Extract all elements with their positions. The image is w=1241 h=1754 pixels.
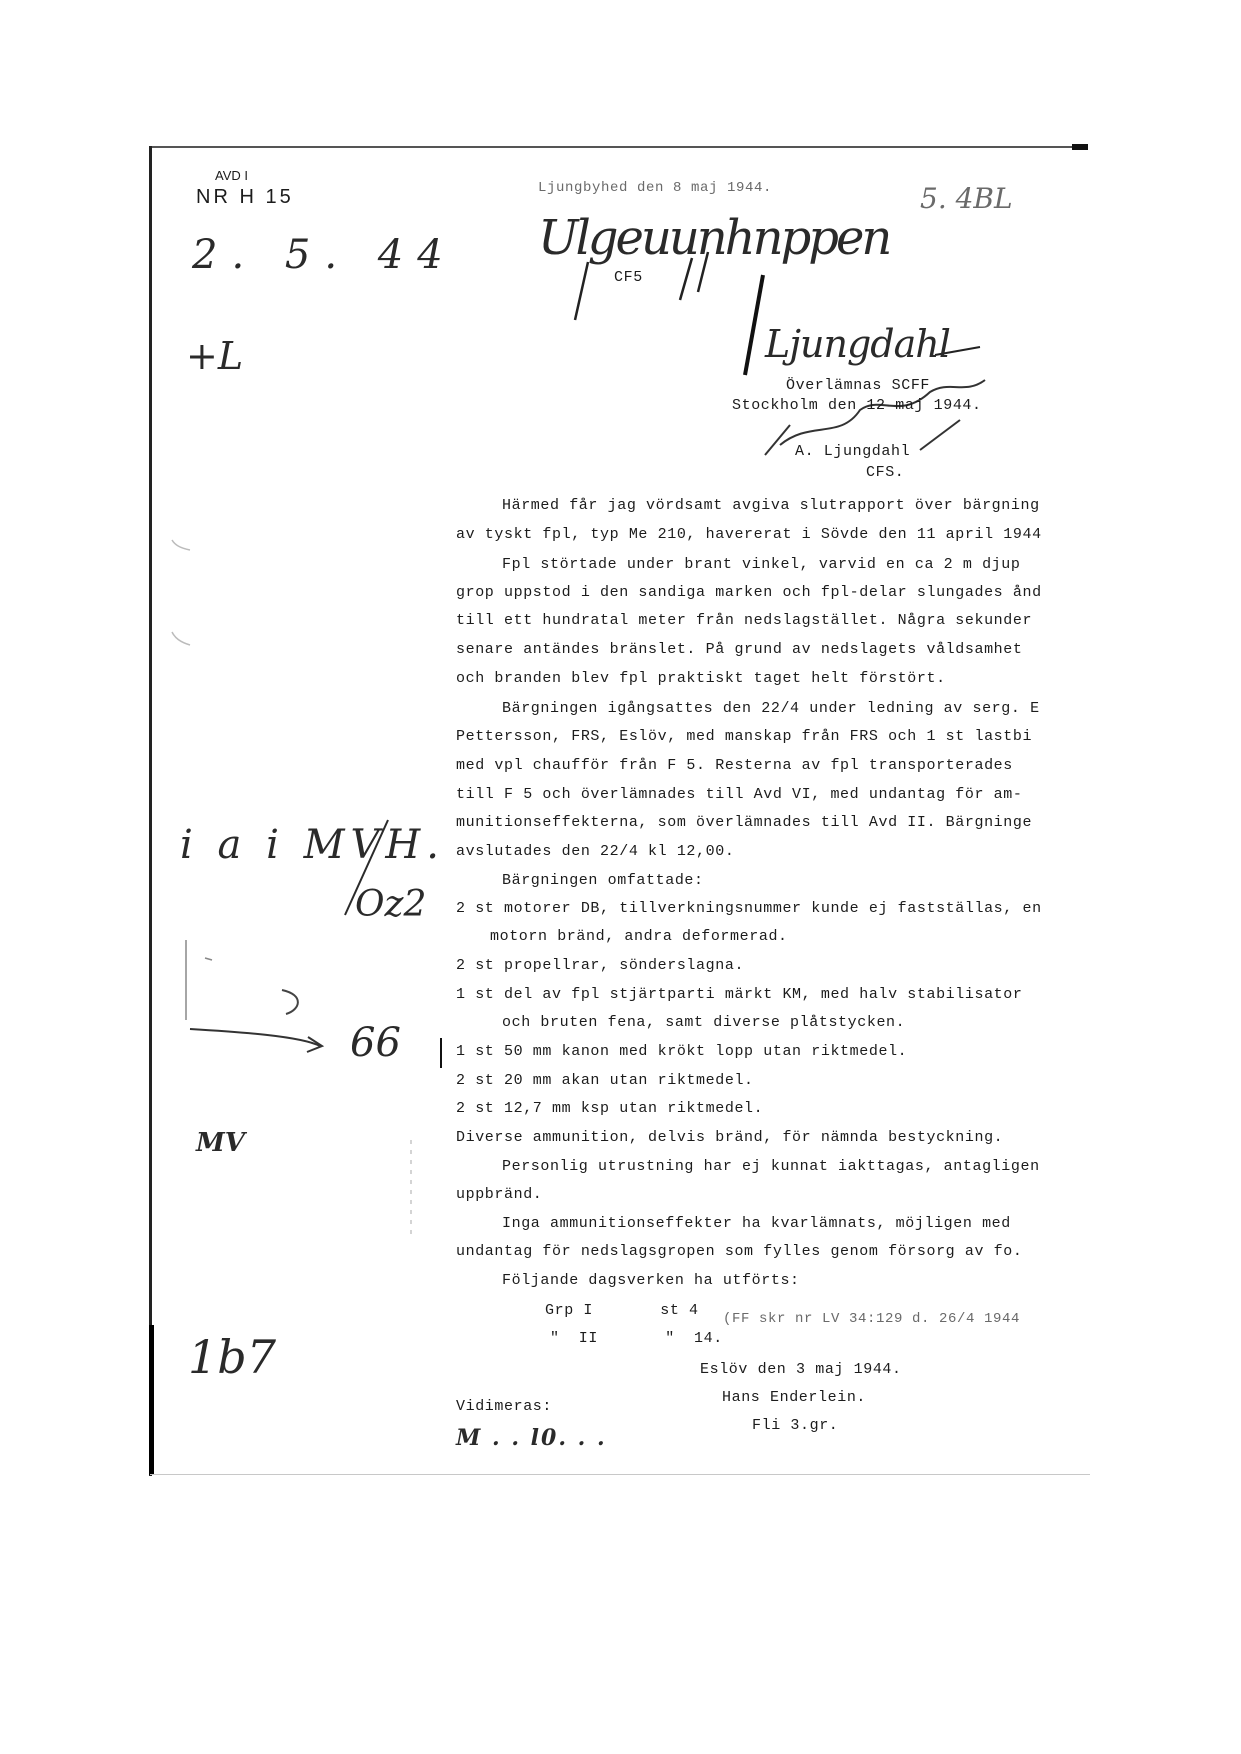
body-line: 1 st 50 mm kanon med krökt lopp utan riktmedel.	[456, 1043, 908, 1060]
workdays-row-1: Grp I st 4	[545, 1302, 699, 1319]
closing-rank: Fli 3.gr.	[752, 1417, 839, 1434]
body-line: 2 st 20 mm akan utan riktmedel.	[456, 1072, 754, 1089]
body-line: till F 5 och överlämnades till Avd VI, med undantag för am-	[456, 786, 1023, 803]
margin-mvh-note: i a i MVH.	[180, 822, 446, 868]
body-line: och branden blev fpl praktiskt taget helt förstört.	[456, 670, 946, 687]
body-line: Följande dagsverken ha utförts:	[502, 1272, 800, 1289]
body-line: Härmed får jag vördsamt avgiva slutrapport över bärgning	[502, 497, 1040, 514]
margin-avd: AVD I	[215, 168, 248, 183]
body-line: Pettersson, FRS, Eslöv, med manskap från FRS och 1 st lastbi	[456, 728, 1033, 745]
body-line: 1 st del av fpl stjärtparti märkt KM, med halv stabilisator	[456, 986, 1023, 1003]
header-signature-scrawl: Ulgeuunhnppen	[538, 210, 890, 266]
body-line: undantag för nedslagsgropen som fylles genom försorg av fo.	[456, 1243, 1023, 1260]
header-second-signature: Ljungdahl	[765, 322, 950, 366]
closing-name: Hans Enderlein.	[722, 1389, 867, 1406]
header-overlamnas: Överlämnas SCFF	[786, 377, 931, 394]
body-line: munitionseffekterna, som överlämnades till Avd II. Bärgninge	[456, 814, 1033, 831]
closing-date: Eslöv den 3 maj 1944.	[700, 1361, 902, 1378]
margin-mvh-sub: Oz2	[355, 884, 427, 925]
body-line: grop uppstod i den sandiga marken och fpl-delar slungades ånd	[456, 584, 1042, 601]
cf5-hook	[575, 262, 588, 320]
body-line: Inga ammunitionseffekter ha kvarlämnats, möjligen med	[502, 1215, 1011, 1232]
closing-vidimeras: Vidimeras:	[456, 1398, 553, 1415]
body-line: till ett hundratal meter från nedslagstället. Några sekunder	[456, 612, 1033, 629]
body-line: avslutades den 22/4 kl 12,00.	[456, 843, 735, 860]
margin-sign-mv: MV	[196, 1128, 245, 1158]
body-line: Bärgningen omfattade:	[502, 872, 704, 889]
body-line: 2 st 12,7 mm ksp utan riktmedel.	[456, 1100, 764, 1117]
margin-arrow-note: 66	[350, 1020, 401, 1066]
workdays-row-2: " II " 14.	[550, 1330, 723, 1347]
margin-date-hand: 2. 5. 44	[192, 232, 457, 278]
body-line: 2 st propellrar, sönderslagna.	[456, 957, 745, 974]
body-line: senare antändes bränslet. På grund av nedslagets våldsamhet	[456, 641, 1023, 658]
header-stockholm-line: Stockholm den 12 maj 1944.	[732, 397, 982, 414]
workdays-ref: (FF skr nr LV 34:129 d. 26/4 1944	[723, 1311, 1021, 1327]
margin-page-mark: 1b7	[188, 1330, 276, 1384]
header-cf5: CF5	[614, 269, 643, 286]
body-line: Fpl störtade under brant vinkel, varvid en ca 2 m djup	[502, 556, 1021, 573]
body-line: Personlig utrustning har ej kunnat iakttagas, antagligen	[502, 1158, 1040, 1175]
header-sign-title: CFS.	[866, 464, 905, 481]
stockholm-scrawl-3	[920, 420, 960, 450]
header-place-date: Ljungbyhed den 8 maj 1944.	[538, 180, 773, 196]
body-line: motorn bränd, andra deformerad.	[490, 928, 788, 945]
margin-initials: +L	[186, 334, 244, 378]
header-sign-name: A. Ljungdahl	[795, 443, 911, 460]
margin-nr: NR H 15	[196, 186, 294, 208]
closing-vid-sign: M . . l0. . .	[456, 1425, 607, 1451]
header-stamp-top-right: 5. 4BL	[920, 182, 1013, 215]
body-line: av tyskt fpl, typ Me 210, havererat i Sövde den 11 april 1944	[456, 526, 1042, 543]
body-line: Bärgningen igångsattes den 22/4 under ledning av serg. E	[502, 700, 1040, 717]
cf5-double-bar	[680, 252, 708, 300]
big-vertical-stroke	[745, 275, 763, 375]
body-line: med vpl chaufför från F 5. Resterna av fpl transporterades	[456, 757, 1013, 774]
body-line: Diverse ammunition, delvis bränd, för nämnda bestyckning.	[456, 1129, 1004, 1146]
body-line: 2 st motorer DB, tillverkningsnummer kunde ej fastställas, en	[456, 900, 1042, 917]
body-line: uppbränd.	[456, 1186, 543, 1203]
body-line: och bruten fena, samt diverse plåtstycken.	[502, 1014, 906, 1031]
